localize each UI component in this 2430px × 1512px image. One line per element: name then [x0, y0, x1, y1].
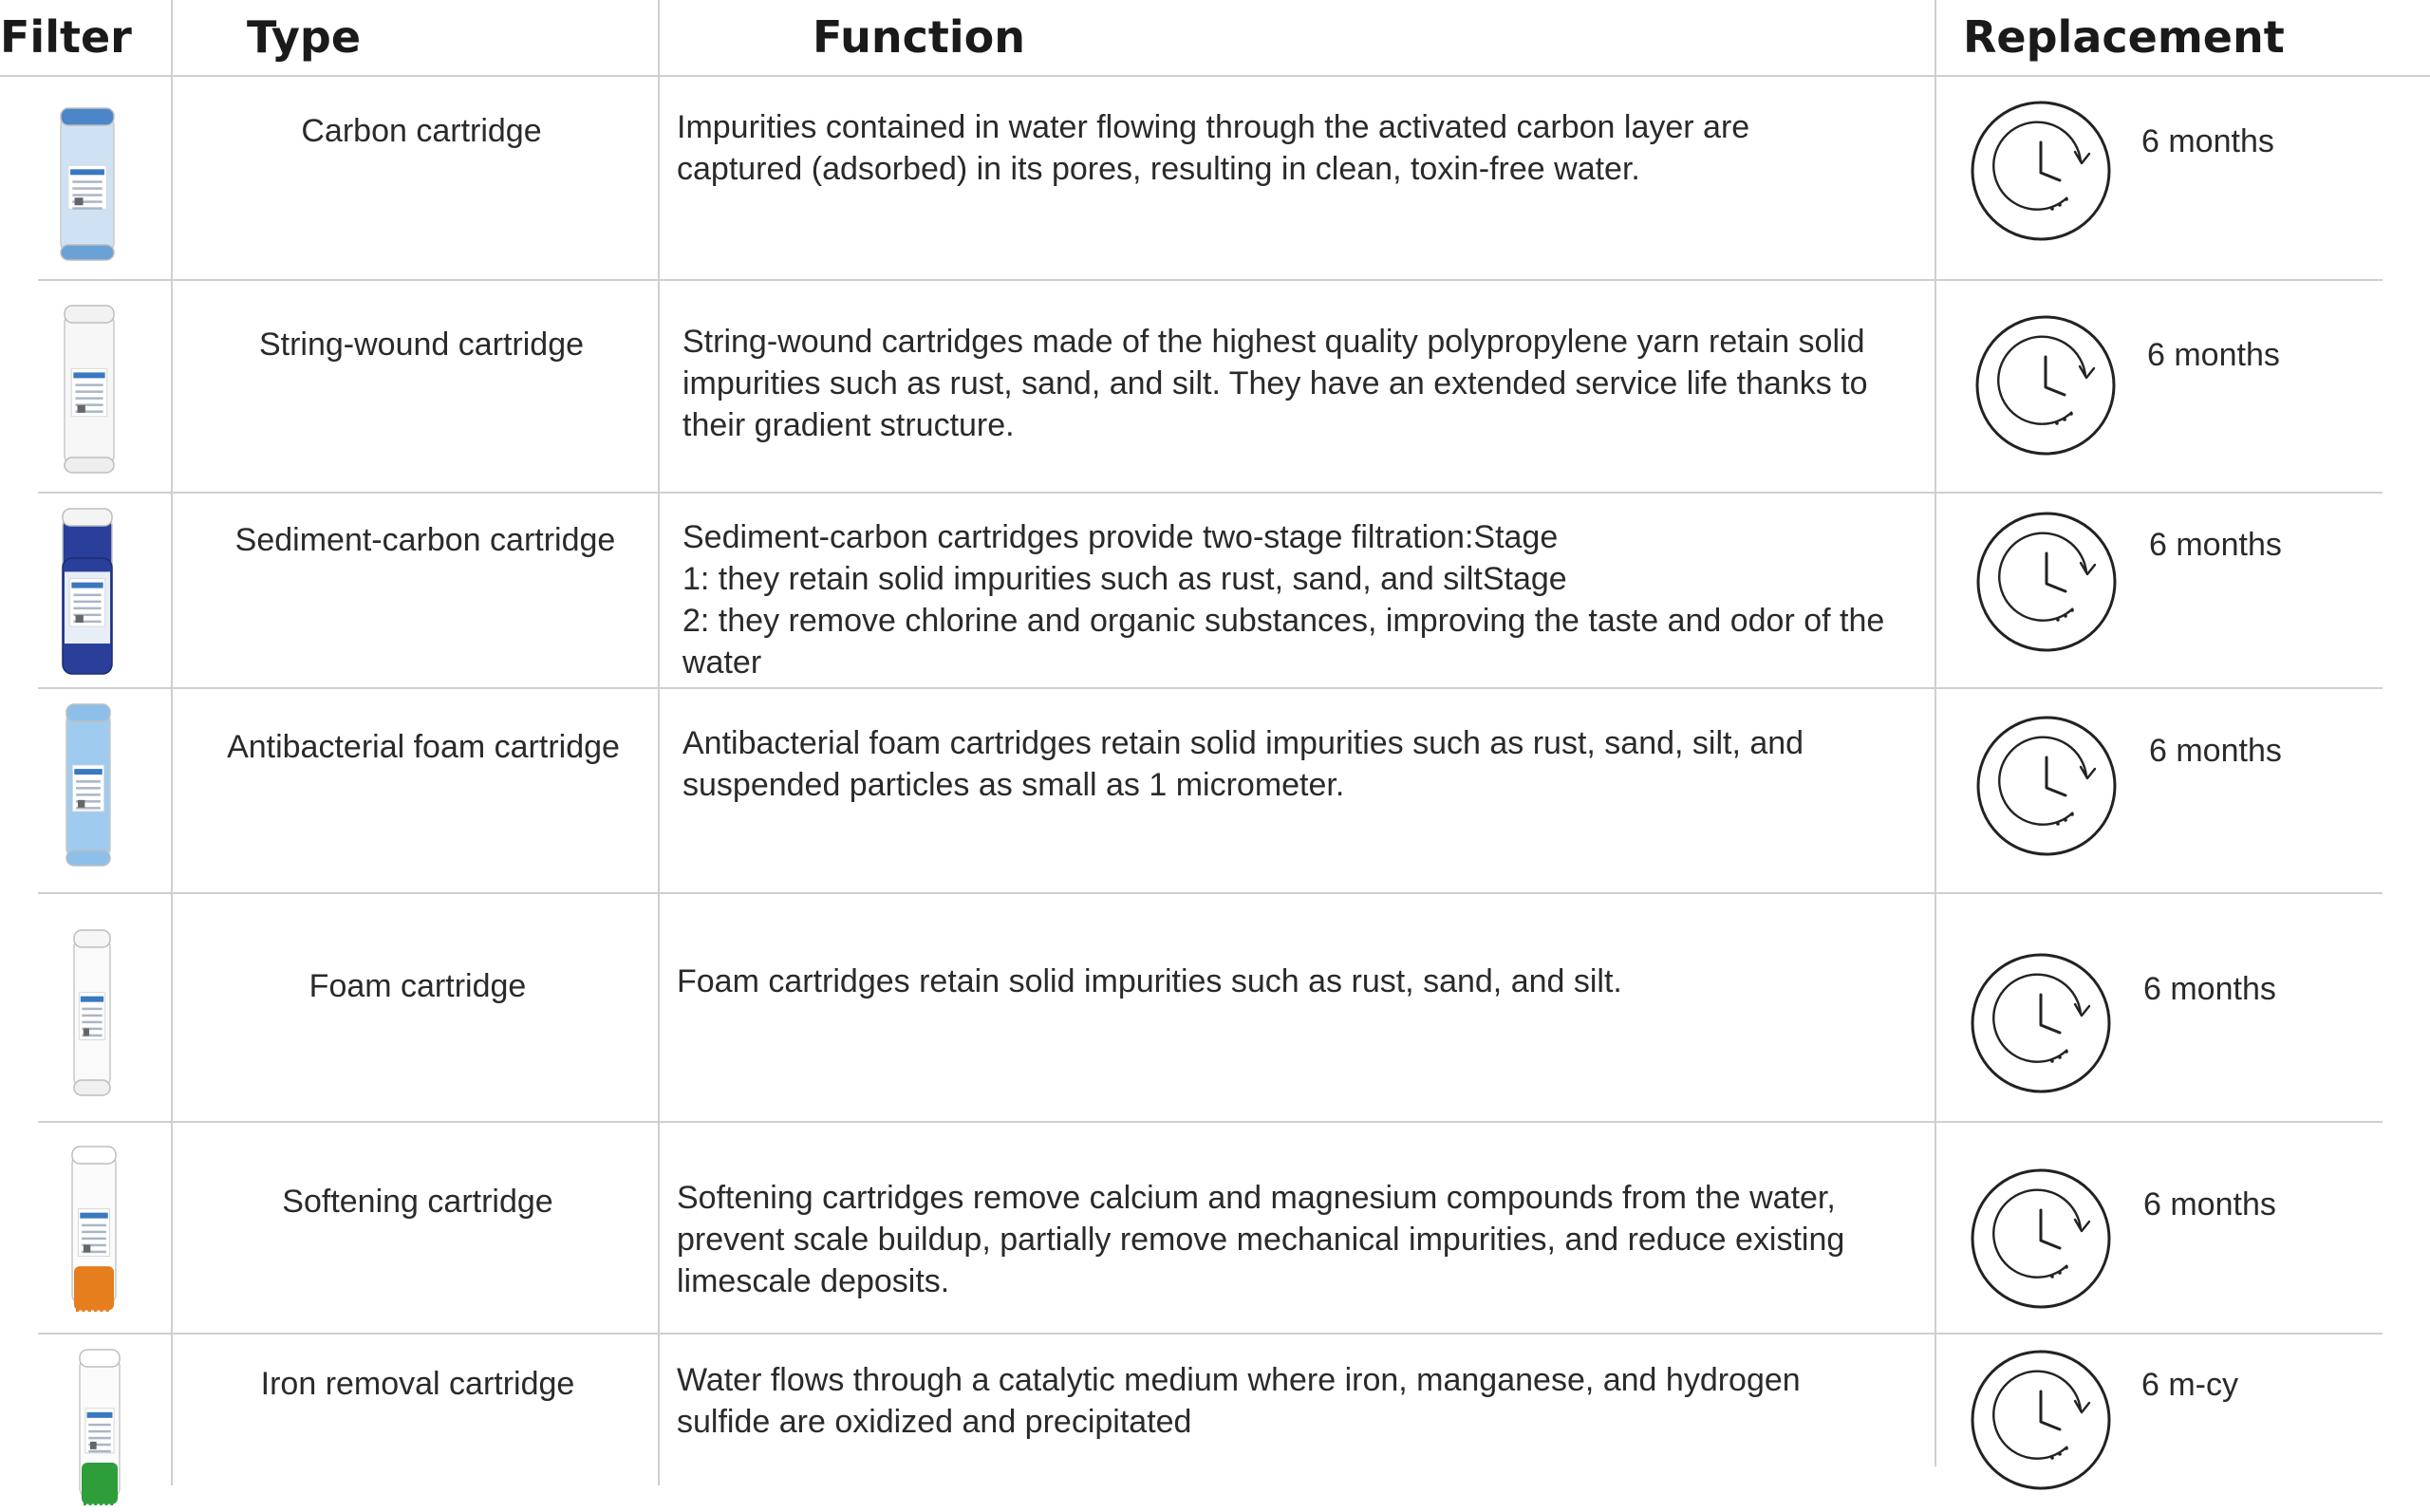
foam-cartridge-image [70, 928, 114, 1097]
function-line: 2: they remove chlorine and organic substances, improving the taste and odor of the [682, 603, 1885, 639]
function-cell [677, 106, 1911, 190]
function-line: String-wound cartridges made of the highest quality polypropylene yarn retain solid [682, 324, 1865, 360]
function-line: captured (adsorbed) in its pores, resulting in clean, toxin-free water. [677, 151, 1640, 187]
function-line: Foam cartridges retain solid impurities such as rust, sand, and silt. [677, 963, 1622, 999]
replacement-cell: 6 m-cy [2141, 1367, 2238, 1403]
type-cell: Antibacterial foam cartridge [227, 729, 620, 765]
clock-icon [1969, 951, 2113, 1095]
type-cell: String-wound cartridge [258, 327, 585, 363]
function-line: Water flows through a catalytic medium where iron, manganese, and hydrogen [677, 1362, 1801, 1398]
row-divider [38, 279, 2383, 281]
replacement-cell: 6 months [2141, 123, 2274, 159]
function-line: Impurities contained in water flowing through the activated carbon layer are [677, 109, 1750, 145]
type-cell: Carbon cartridge [301, 113, 542, 149]
row-divider [38, 687, 2383, 689]
clock-icon [1969, 1348, 2113, 1492]
header-type: Type [247, 11, 362, 63]
clock-icon [1974, 510, 2119, 654]
function-cell [682, 516, 1916, 683]
header-replacement: Replacement [1963, 11, 2285, 63]
function-line: prevent scale buildup, partially remove mechanical impurities, and reduce existing [677, 1222, 1845, 1258]
column-divider-filter [171, 0, 173, 1485]
type-cell: Sediment-carbon cartridge [234, 522, 616, 558]
replacement-cell: 6 months [2149, 733, 2282, 769]
function-cell [677, 961, 1911, 1002]
replacement-cell: 6 months [2143, 971, 2276, 1007]
function-line: Softening cartridges remove calcium and magnesium compounds from the water, [677, 1180, 1836, 1216]
function-cell [677, 1359, 1911, 1443]
replacement-cell: 6 months [2143, 1186, 2276, 1223]
row-divider [38, 1333, 2383, 1335]
function-line: impurities such as rust, sand, and silt. They have an extended service life thanks to [682, 365, 1868, 401]
type-cell: Softening cartridge [282, 1184, 553, 1220]
function-cell [682, 321, 1916, 446]
function-cell [677, 1177, 1911, 1302]
iron-removal-cartridge-image [76, 1348, 123, 1507]
function-cell [682, 722, 1916, 806]
type-cell: Iron removal cartridge [260, 1366, 575, 1402]
function-line: limescale deposits. [677, 1263, 950, 1299]
row-divider [38, 1121, 2383, 1123]
carbon-cartridge-image [57, 106, 118, 262]
header-divider [0, 75, 2430, 77]
replacement-cell: 6 months [2147, 337, 2280, 373]
string-wound-cartridge-image [61, 304, 118, 475]
column-divider-function [1935, 0, 1936, 1466]
row-divider [38, 492, 2383, 494]
type-cell: Foam cartridge [308, 968, 527, 1004]
function-line: Antibacterial foam cartridges retain solid impurities such as rust, sand, silt, and [682, 725, 1804, 761]
clock-icon [1973, 313, 2118, 457]
function-line: sulfide are oxidized and precipitated [677, 1404, 1192, 1440]
function-line: their gradient structure. [682, 407, 1015, 443]
softening-cartridge-image [68, 1145, 120, 1314]
header-function: Function [813, 11, 1026, 63]
replacement-cell: 6 months [2149, 527, 2282, 563]
clock-icon [1969, 99, 2113, 243]
function-line: suspended particles as small as 1 micrometer. [682, 767, 1345, 803]
clock-icon [1969, 1167, 2113, 1311]
function-line: water [682, 644, 762, 681]
row-divider [38, 892, 2383, 894]
sediment-carbon-cartridge-image [59, 507, 116, 678]
clock-icon [1974, 714, 2119, 858]
function-line: 1: they retain solid impurities such as rust, sand, and siltStage [682, 561, 1567, 597]
antibacterial-foam-cartridge-image [63, 702, 114, 868]
function-line: Sediment-carbon cartridges provide two-stage filtration:Stage [682, 519, 1559, 555]
header-filter: Filter [0, 11, 132, 63]
